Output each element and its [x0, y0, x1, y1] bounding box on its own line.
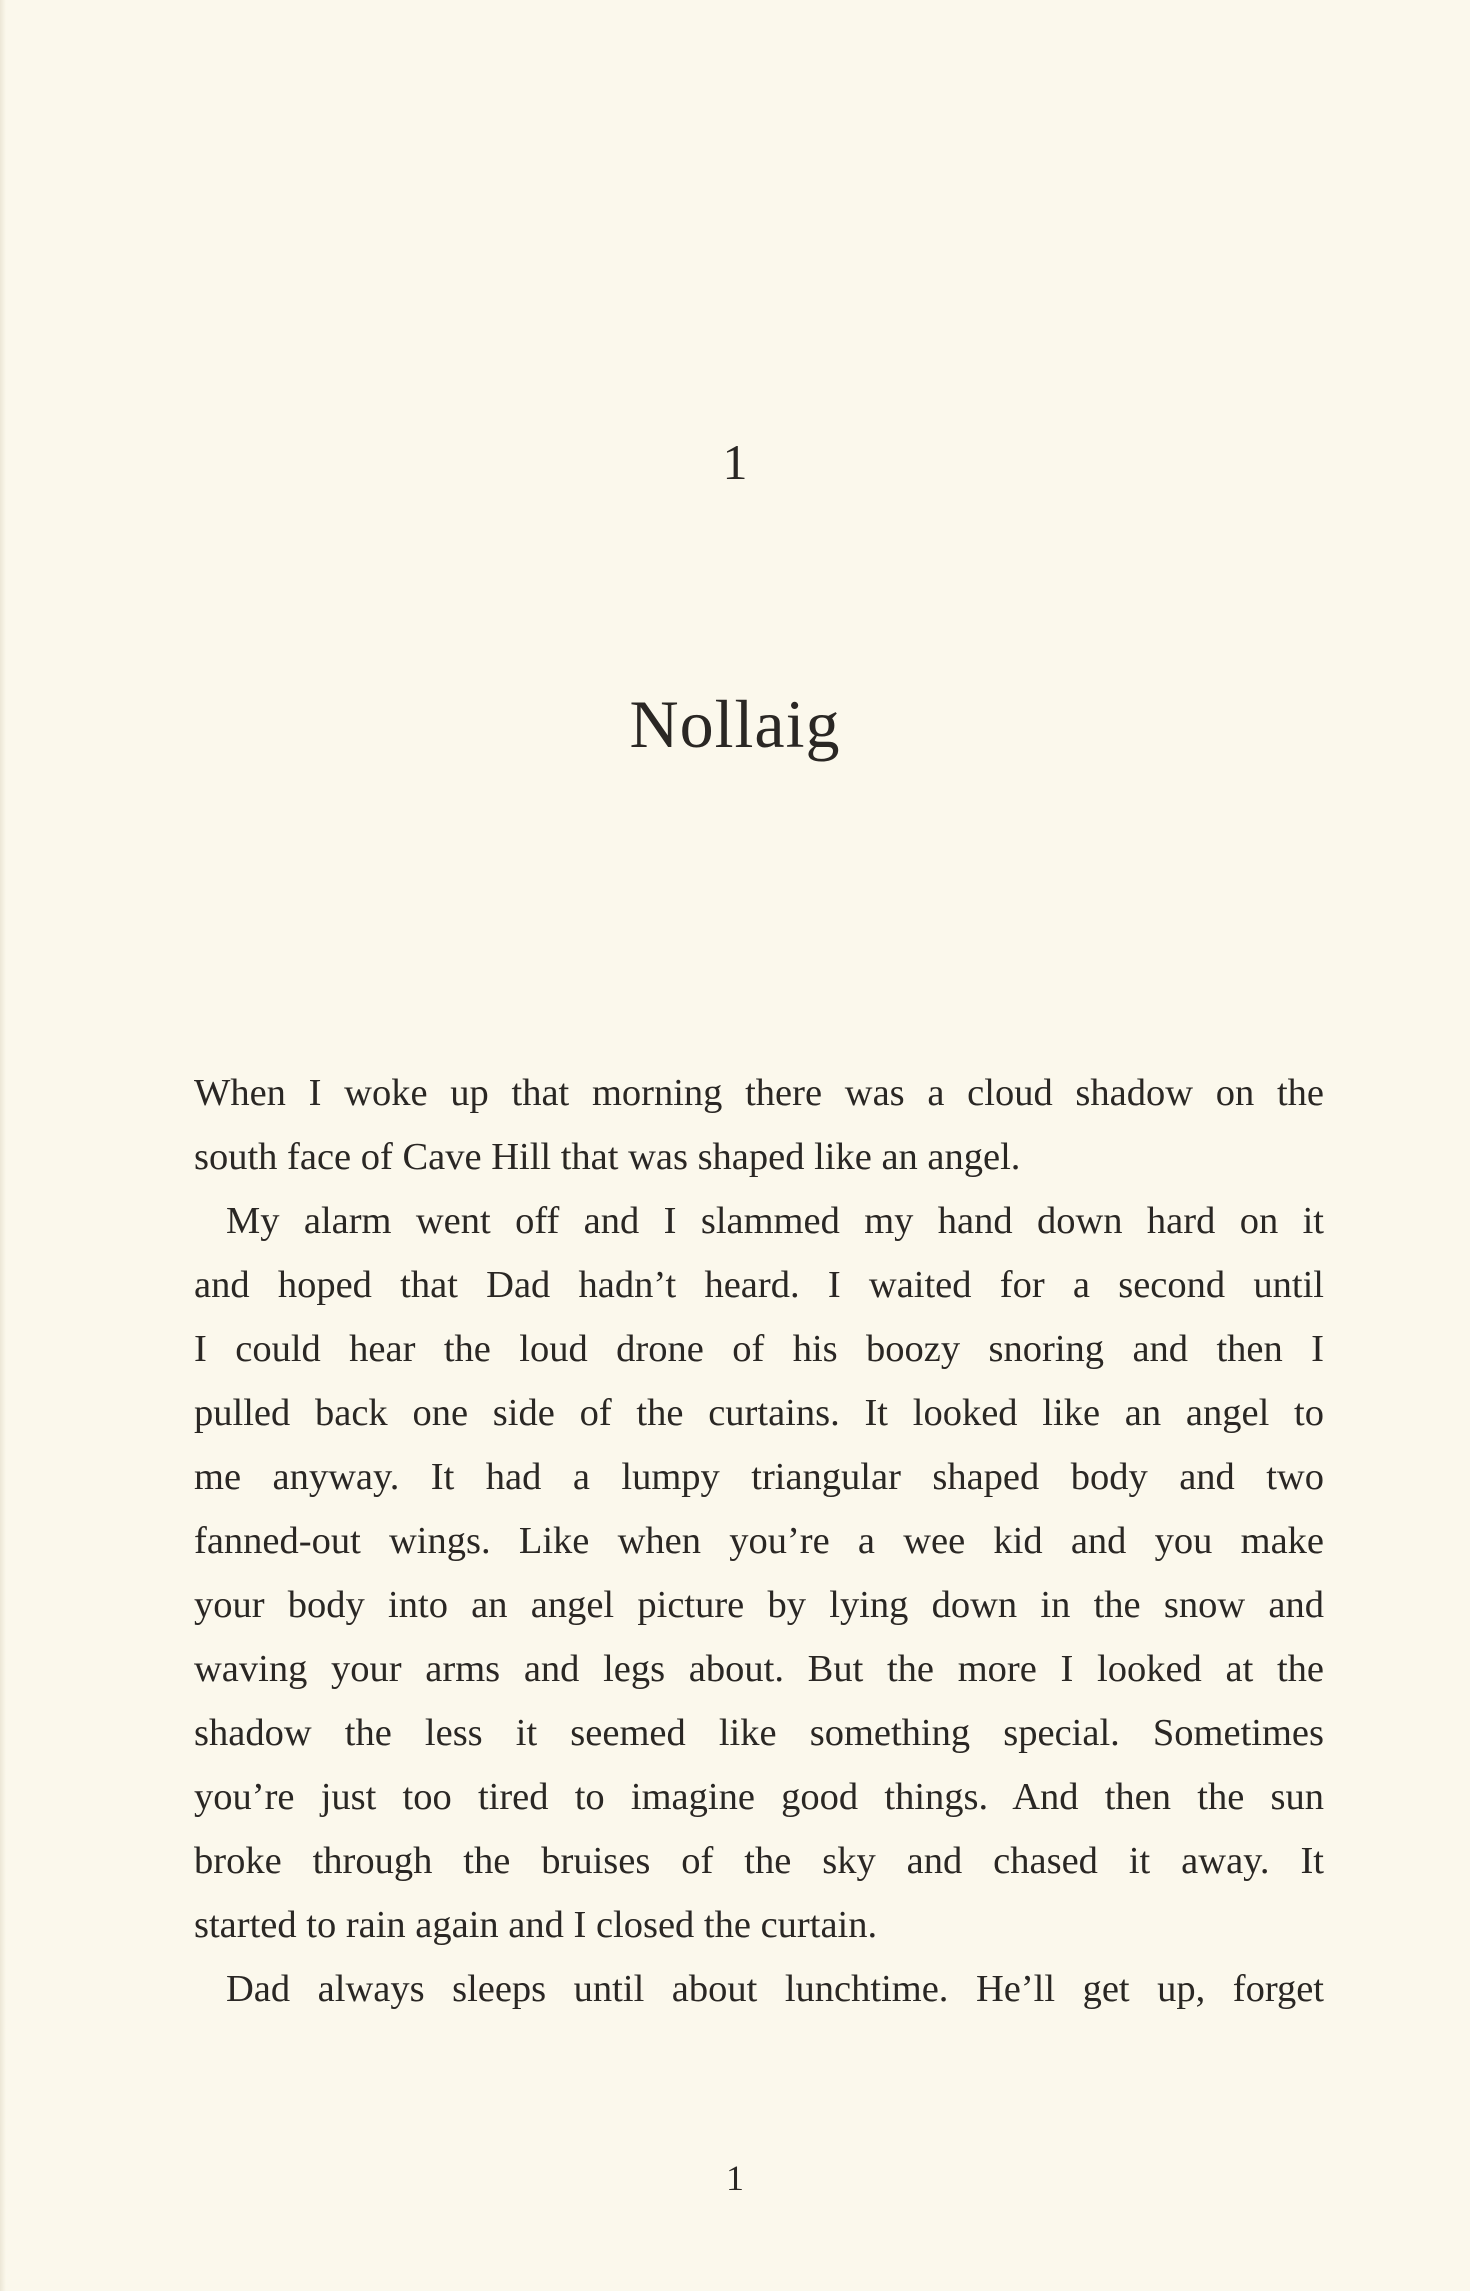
text-line: your body into an angel picture by lying down in the snow and [194, 1584, 1324, 1626]
text-line: you’re just too tired to imagine good things. And then the sun [194, 1776, 1324, 1818]
text-line: and hoped that Dad hadn’t heard. I waited for a second until [194, 1264, 1324, 1306]
chapter-title: Nollaig [629, 686, 841, 762]
text-line: Dad always sleeps until about lunchtime. He’ll get up, forget [226, 1968, 1324, 2010]
page-number: 1 [726, 2158, 744, 2198]
text-line: shadow the less it seemed like something special. Sometimes [194, 1712, 1324, 1754]
text-line: broke through the bruises of the sky and chased it away. It [194, 1840, 1324, 1882]
text-line: I could hear the loud drone of his boozy snoring and then I [194, 1328, 1324, 1370]
text-line: fanned-out wings. Like when you’re a wee kid and you make [194, 1520, 1324, 1562]
text-line: south face of Cave Hill that was shaped like an angel. [194, 1136, 1021, 1178]
page-edge [0, 0, 6, 2291]
chapter-number: 1 [722, 434, 748, 490]
text-line: When I woke up that morning there was a cloud shadow on the [194, 1072, 1324, 1114]
text-line: pulled back one side of the curtains. It looked like an angel to [194, 1392, 1324, 1434]
text-line: me anyway. It had a lumpy triangular shaped body and two [194, 1456, 1324, 1498]
text-line: started to rain again and I closed the curtain. [194, 1904, 878, 1946]
body-text [194, 1061, 1324, 2021]
text-line: My alarm went off and I slammed my hand down hard on it [226, 1200, 1324, 1242]
text-line: waving your arms and legs about. But the more I looked at the [194, 1648, 1324, 1690]
